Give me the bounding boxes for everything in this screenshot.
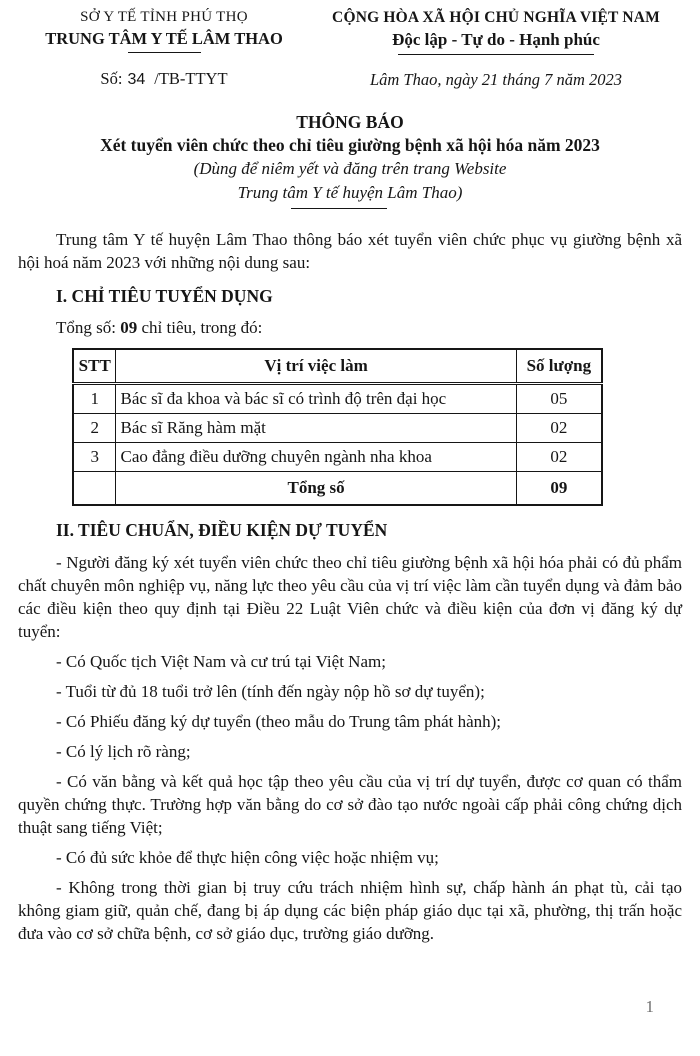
national-title: CỘNG HÒA XÃ HỘI CHỦ NGHĨA VIỆT NAM <box>332 9 660 26</box>
requirement-paragraph: - Có đủ sức khỏe để thực hiện công việc hoặc nhiệm vụ; <box>56 848 439 867</box>
table-row <box>73 384 602 414</box>
row-stt: 3 <box>73 443 116 472</box>
row-stt: 2 <box>73 414 116 443</box>
section-1-heading: I. CHỈ TIÊU TUYỂN DỤNG <box>56 286 273 306</box>
row-count: 05 <box>516 384 602 414</box>
doc-number <box>18 69 310 89</box>
intro-paragraph: Trung tâm Y tế huyện Lâm Thao thông báo xét tuyển viên chức phục vụ giường bệnh xã hội hoá năm 2023 với những nội dung sau: <box>18 230 682 272</box>
document-header <box>18 8 682 90</box>
doc-subtitle: Xét tuyển viên chức theo chỉ tiêu giường bệnh xã hội hóa năm 2023 <box>100 135 600 155</box>
row-position: Bác sĩ Răng hàm mặt <box>116 414 516 443</box>
requirement-paragraph: - Người đăng ký xét tuyển viên chức theo chỉ tiêu giường bệnh xã hội hóa phải có đủ phẩm chất chuyên môn nghiệp vụ, năng lực theo yêu cầu của vị trí việc làm cần tuyển dụng và đảm bảo các điều kiện theo quy định tại Điều 22 Luật Viên chức và điều kiện của đơn vị đăng ký dự tuyển: <box>18 553 682 641</box>
table-footer-empty-cell <box>73 472 116 506</box>
doc-note-line1: (Dùng để niêm yết và đăng trên trang Website <box>193 159 507 178</box>
issuing-org-block <box>18 8 310 90</box>
table-footer-row <box>73 472 602 506</box>
org-name-underline <box>128 52 201 53</box>
col-header-stt: STT <box>73 349 116 384</box>
title-divider <box>291 208 387 209</box>
requirement-paragraph: - Tuổi từ đủ 18 tuổi trở lên (tính đến ngày nộp hồ sơ dự tuyển); <box>56 682 485 701</box>
table-footer-count: 09 <box>516 472 602 506</box>
col-header-position: Vị trí việc làm <box>116 349 516 384</box>
table-row <box>73 414 602 443</box>
national-heading-block <box>310 8 682 90</box>
table-header-row <box>73 349 602 384</box>
requirement-paragraph: - Không trong thời gian bị truy cứu trách nhiệm hình sự, chấp hành án phạt tù, cải tạo không giam giữ, quản chế, đang bị áp dụng các biện pháp giáo dục tại xã, phường, thị trấn hoặc đưa vào cơ sở chữa bệnh, cơ sở giáo dục, trường giáo dưỡng. <box>18 878 682 943</box>
total-line <box>18 316 682 339</box>
row-count: 02 <box>516 443 602 472</box>
doc-number-suffix: /TB-TTYT <box>154 69 228 88</box>
dateline: Lâm Thao, ngày 21 tháng 7 năm 2023 <box>369 70 623 89</box>
org-name: TRUNG TÂM Y TẾ LÂM THAO <box>45 29 283 48</box>
total-value: 09 <box>120 318 138 337</box>
table-row <box>73 443 602 472</box>
doc-title: THÔNG BÁO <box>296 112 404 132</box>
requirement-paragraph: - Có Quốc tịch Việt Nam và cư trú tại Việt Nam; <box>56 652 386 671</box>
section-2-heading: II. TIÊU CHUẨN, ĐIỀU KIỆN DỰ TUYỂN <box>56 520 388 540</box>
title-block <box>18 111 682 209</box>
row-position: Bác sĩ đa khoa và bác sĩ có trình độ trên đại học <box>116 384 516 414</box>
doc-note-line2: Trung tâm Y tế huyện Lâm Thao) <box>237 183 463 202</box>
table-footer-label: Tổng số <box>116 472 516 506</box>
national-motto: Độc lập - Tự do - Hạnh phúc <box>392 30 600 49</box>
doc-number-prefix: Số: <box>100 69 123 88</box>
requirement-paragraph: - Có lý lịch rõ ràng; <box>56 742 191 761</box>
total-prefix: Tổng số: <box>56 318 121 337</box>
row-count: 02 <box>516 414 602 443</box>
col-header-count: Số lượng <box>516 349 602 384</box>
requirement-paragraph: - Có Phiếu đăng ký dự tuyển (theo mẫu do Trung tâm phát hành); <box>56 712 502 731</box>
quota-table <box>72 348 603 506</box>
row-position: Cao đẳng điều dưỡng chuyên ngành nha khoa <box>116 443 516 472</box>
page-number: 1 <box>645 997 654 1016</box>
org-department: SỞ Y TẾ TỈNH PHÚ THỌ <box>80 9 248 25</box>
requirement-paragraph: - Có văn bằng và kết quả học tập theo yêu cầu của vị trí dự tuyển, được cơ quan có thẩm quyền chứng thực. Trường hợp văn bằng do cơ sở đào tạo nước ngoài cấp phải công chứng dịch thuật sang tiếng Việt; <box>18 772 682 837</box>
total-suffix: chỉ tiêu, trong đó: <box>137 318 263 337</box>
doc-number-value: 34 <box>127 71 146 88</box>
motto-underline <box>398 54 594 55</box>
row-stt: 1 <box>73 384 116 414</box>
